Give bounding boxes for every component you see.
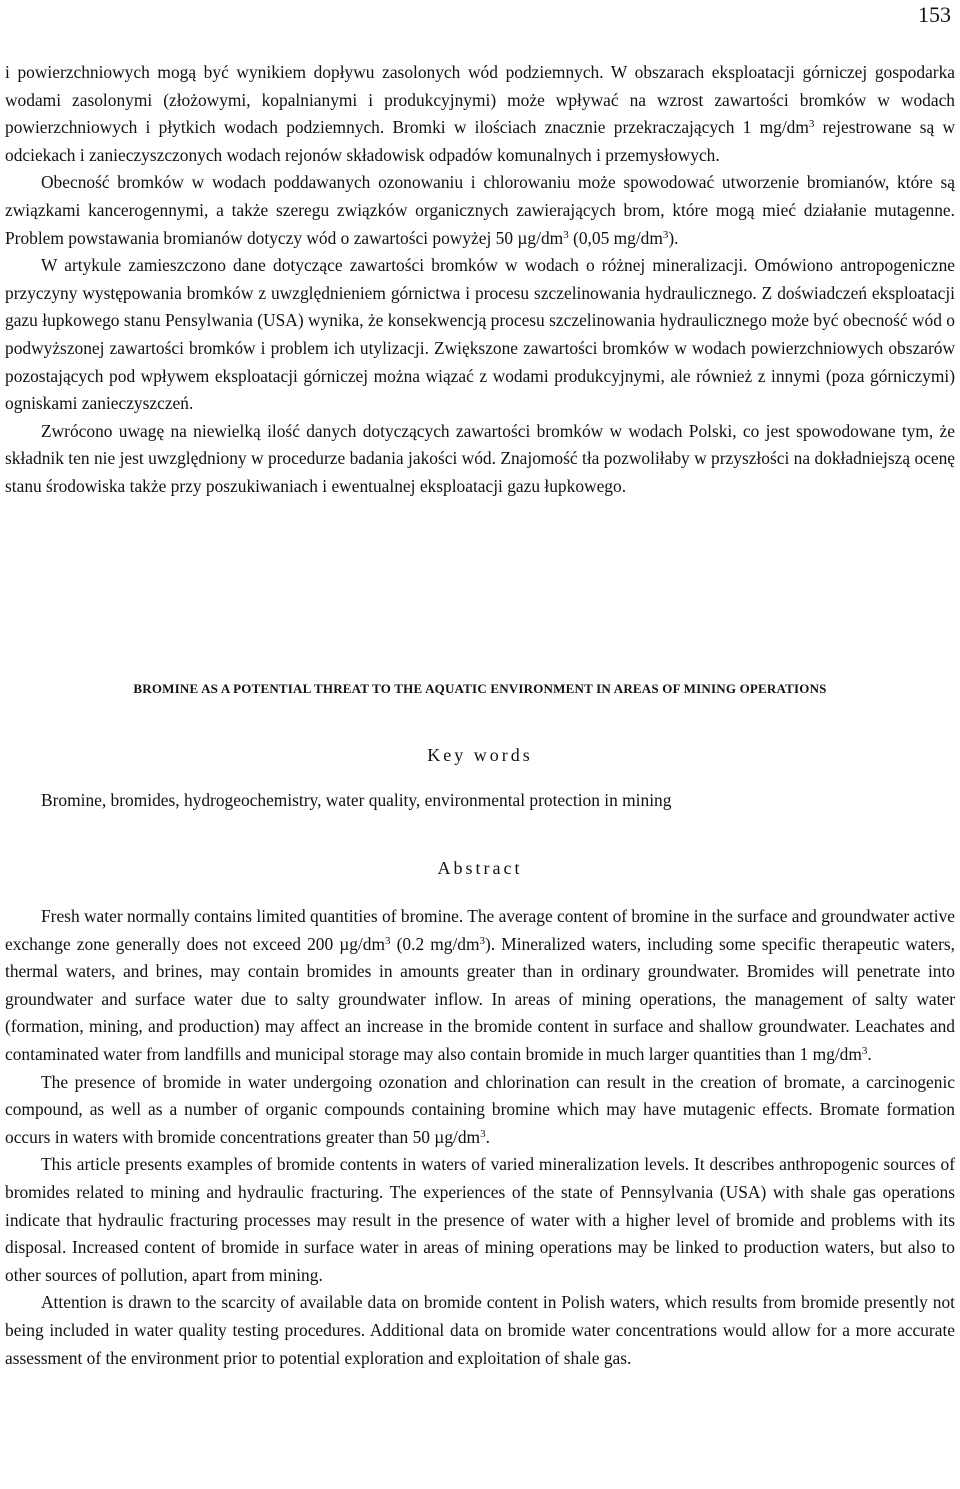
superscript: 3 [808,118,815,131]
text-run: i powierzchniowych mogą być wynikiem dopływu zasolonych wód podziemnych. W obszarach eksploatacji górniczej gospodarka wodami zasolonymi (złożowymi, kopalnianymi i produkcyjnymi) może wpływać na wzrost zawartości bromków w wodach powierzchniowych i płytkich wodach podziemnych. Bromki w ilościach znacznie przekraczających 1 mg/dm [5,62,955,138]
abstract-paragraph-3 [5,1151,955,1289]
text-run: Zwrócono uwagę na niewielką ilość danych dotyczących zawartości bromków w wodach Polski, co jest spowodowane tym, że składnik ten nie jest uwzględniony w procedurze badania jakości wód. Znajomość tła pozwoliłaby w przyszłości na dokładniejszą ocenę stanu środowiska także przy poszukiwaniach i ewentualnej eksploatacji gazu łupkowego. [5,420,955,496]
text-run: ). Mineralized waters, including some specific therapeutic waters, thermal waters, and brines, may contain bromides in amounts greater than in ordinary groundwater. Bromides will penetrate into groundwater and surface water due to salty groundwater inflow. In areas of mining operations, the management of salty water (formation, mining, and production) may affect an increase in the bromide content in surface and shallow groundwater. Leachates and contaminated water from landfills and municipal storage may also contain bromide in much larger quantities than 1 mg/dm [5,933,955,1064]
text-run: Attention is drawn to the scarcity of available data on bromide content in Polish waters, which results from bromide presently not being included in water quality testing procedures. Additional data on bromide water concentrations would allow for a more accurate assessment of the environment prior to potential exploration and exploitation of shale gas. [5,1292,955,1368]
text-run: This article presents examples of bromide contents in waters of varied mineralization levels. It describes anthropogenic sources of bromides related to mining and hydraulic fracturing. The experiences of the state of Pennsylvania (USA) with shale gas operations indicate that hydraulic fracturing processes may result in the presence of water with a higher level of bromide and problems with its disposal. Increased content of bromide in surface water in areas of mining operations may be linked to production waters, but also to other sources of pollution, apart from mining. [5,1154,955,1285]
text-run: W artykule zamieszczono dane dotyczące zawartości bromków w wodach o różnej mineralizacji. Omówiono antropogeniczne przyczyny występowania bromków z uwzględnieniem górnictwa i procesu szczelinowania hydraulicznego. Z doświadczeń eksploatacji gazu łupkowego stanu Pensylwania (USA) wynika, że konsekwencją procesu szczelinowania hydraulicznego może być obecność wód o podwyższonej zawartości bromków i problem ich utylizacji. Zwiększone zawartości bromków w wodach powierzchniowych obszarów pozostających pod wpływem eksploatacji górniczej można wiązać z wodami produkcyjnymi, ale również z innymi (poza górniczymi) ogniskami zanieczyszczeń. [5,255,955,414]
text-run: (0.2 mg/dm [390,933,480,954]
keywords-heading: Key words [427,745,533,765]
text-run: rejestrowane są w odciekach i zanieczyszczonych wodach rejonów składowisk odpadów komunalnych i przemysłowych. [5,117,955,165]
superscript: 3 [861,1044,868,1057]
superscript: 3 [385,934,391,947]
polish-paragraph-1 [5,59,955,169]
superscript: 3 [662,228,669,241]
text-run: ). [668,227,679,248]
superscript: 3 [480,1127,486,1140]
abstract-paragraph-4 [5,1289,955,1372]
abstract-body [5,903,955,1372]
superscript: 3 [563,228,569,241]
text-run: The presence of bromide in water undergoing ozonation and chlorination can result in the creation of bromate, a carcinogenic compound, as well as a number of organic compounds containing bromine which may have mutagenic effects. Bromate formation occurs in waters with bromide concentrations greater than 50 µg/dm [5,1071,955,1147]
polish-paragraph-2 [5,169,955,252]
text-run: Fresh water normally contains limited quantities of bromine. The average content of bromine in the surface and groundwater active exchange zone generally does not exceed 200 µg/dm [5,906,955,954]
polish-paragraph-4 [5,418,955,501]
text-run: Obecność bromków w wodach poddawanych ozonowaniu i chlorowaniu może spowodować utworzenie bromianów, które są związkami kancerogennymi, a także szeregu związków organicznych zawierających brom, które mogą mieć działanie mutagenne. Problem powstawania bromianów dotyczy wód o zawartości powyżej 50 µg/dm [5,172,955,248]
text-run: . [485,1126,490,1147]
abstract-paragraph-1 [5,903,955,1069]
abstract-paragraph-2 [5,1069,955,1152]
text-run: . [867,1043,872,1064]
polish-summary [5,59,955,501]
text-run: (0,05 mg/dm [568,227,663,248]
english-title: BROMINE AS A POTENTIAL THREAT TO THE AQUATIC ENVIRONMENT IN AREAS OF MINING OPERATIONS [133,681,827,696]
polish-paragraph-3 [5,252,955,418]
superscript: 3 [479,934,486,947]
keywords-text: Bromine, bromides, hydrogeochemistry, water quality, environmental protection in mining [41,790,672,810]
abstract-heading: Abstract [437,858,523,878]
page-number: 153 [918,2,951,27]
